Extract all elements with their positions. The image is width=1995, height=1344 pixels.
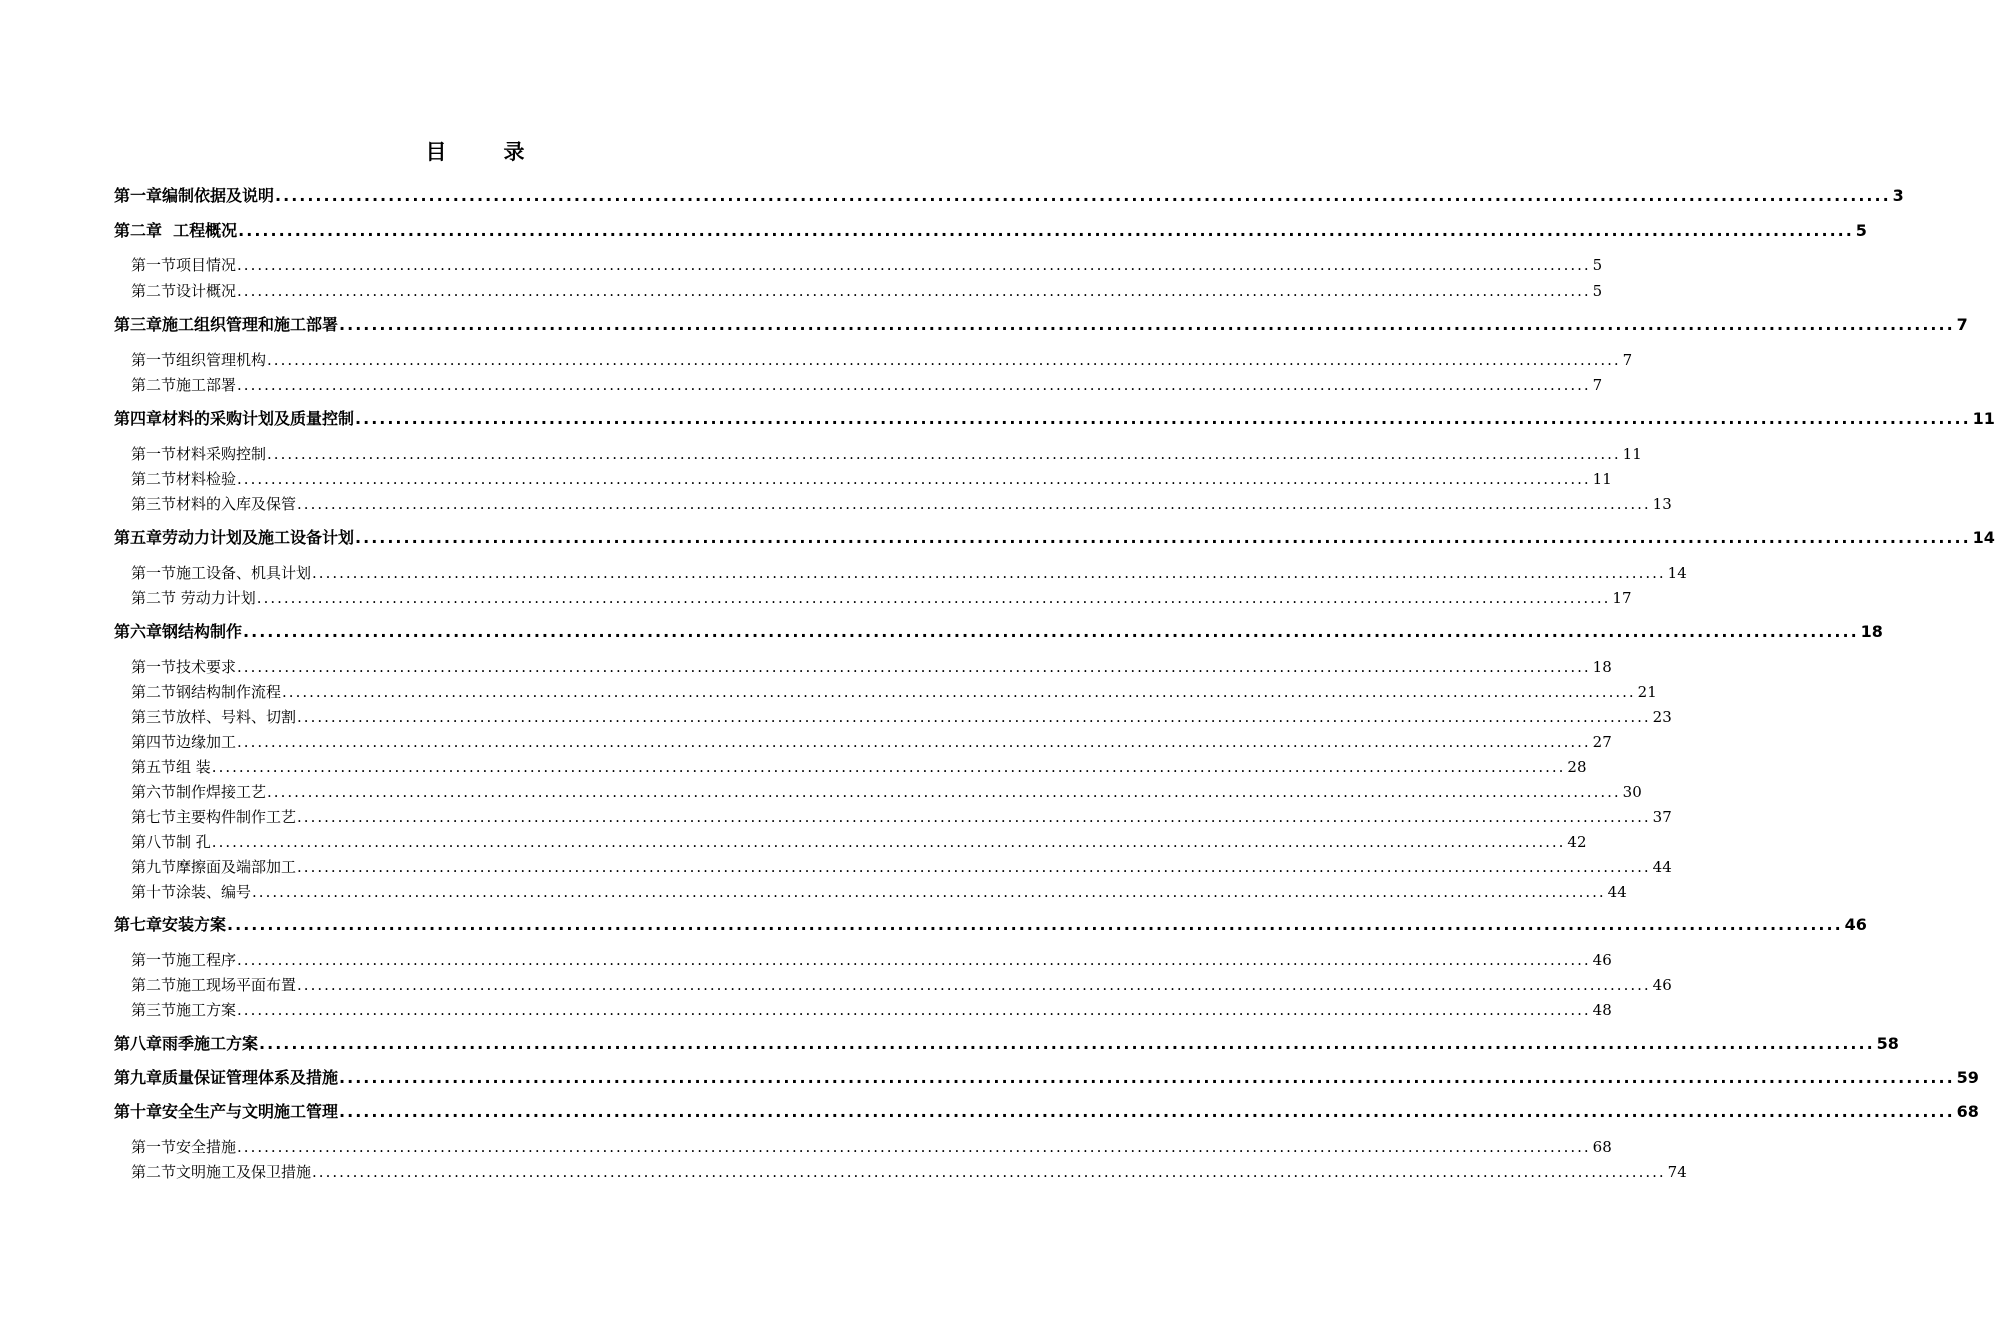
toc-section-entry[interactable] bbox=[0, 562, 1687, 584]
entry-title: 组 装 bbox=[176, 758, 211, 776]
entry-title: 放样、号料、切割 bbox=[176, 708, 297, 726]
entry-page-number: 11 bbox=[1592, 470, 1612, 488]
entry-page-number: 14 bbox=[1667, 564, 1687, 582]
entry-number: 第二节 bbox=[131, 470, 177, 488]
toc-section-entry[interactable] bbox=[0, 493, 1672, 515]
entry-page-number: 42 bbox=[1567, 833, 1587, 851]
entry-title: 施工部署 bbox=[176, 376, 237, 394]
toc-section-entry[interactable] bbox=[0, 587, 1632, 609]
dot-leader: ........................................................................................................................................................................................................ bbox=[238, 221, 1854, 240]
dot-leader: ........................................................................................................................................................................................................ bbox=[297, 858, 1651, 876]
entry-title: 材料的入库及保管 bbox=[176, 495, 297, 513]
dot-leader: ........................................................................................................................................................................................................ bbox=[312, 564, 1666, 582]
entry-title: 雨季施工方案 bbox=[162, 1034, 259, 1053]
entry-title: 技术要求 bbox=[176, 658, 237, 676]
entry-page-number: 58 bbox=[1876, 1034, 1899, 1053]
entry-number: 第二节 bbox=[131, 282, 177, 300]
toc-chapter-entry[interactable] bbox=[0, 408, 1995, 430]
entry-page-number: 11 bbox=[1622, 445, 1642, 463]
dot-leader: ........................................................................................................................................................................................................ bbox=[282, 683, 1636, 701]
toc-section-entry[interactable] bbox=[0, 831, 1587, 853]
entry-number: 第二章 bbox=[114, 221, 163, 240]
entry-number: 第三节 bbox=[131, 1001, 177, 1019]
dot-leader: ........................................................................................................................................................................................................ bbox=[227, 915, 1843, 934]
entry-page-number: 3 bbox=[1892, 186, 1904, 205]
toc-chapter-entry[interactable] bbox=[0, 1067, 1979, 1089]
entry-title: 施工现场平面布置 bbox=[176, 976, 297, 994]
entry-number: 第一节 bbox=[131, 951, 177, 969]
dot-leader: ........................................................................................................................................................................................................ bbox=[211, 833, 1566, 851]
entry-number: 第十章 bbox=[114, 1102, 163, 1121]
entry-page-number: 44 bbox=[1607, 883, 1627, 901]
dot-leader: ........................................................................................................................................................................................................ bbox=[339, 1068, 1955, 1087]
entry-title: 安全措施 bbox=[176, 1138, 237, 1156]
entry-page-number: 68 bbox=[1592, 1138, 1612, 1156]
toc-section-entry[interactable] bbox=[0, 756, 1587, 778]
dot-leader: ........................................................................................................................................................................................................ bbox=[256, 589, 1611, 607]
dot-leader: ........................................................................................................................................................................................................ bbox=[355, 409, 1971, 428]
entry-number: 第二节 bbox=[131, 683, 177, 701]
toc-chapter-entry[interactable] bbox=[0, 914, 1867, 936]
toc-section-entry[interactable] bbox=[0, 731, 1612, 753]
entry-number: 第二节 bbox=[131, 976, 177, 994]
entry-title: 安全生产与文明施工管理 bbox=[162, 1102, 339, 1121]
entry-number: 第九节 bbox=[131, 858, 177, 876]
toc-section-entry[interactable] bbox=[0, 280, 1603, 302]
dot-leader: ........................................................................................................................................................................................................ bbox=[312, 1163, 1666, 1181]
entry-title: 摩擦面及端部加工 bbox=[176, 858, 297, 876]
toc-section-entry[interactable] bbox=[0, 856, 1672, 878]
toc-chapter-entry[interactable] bbox=[0, 1101, 1979, 1123]
toc-title: 目 录 bbox=[425, 140, 543, 164]
entry-number: 第七节 bbox=[131, 808, 177, 826]
toc-chapter-entry[interactable] bbox=[0, 220, 1867, 242]
dot-leader: ........................................................................................................................................................................................................ bbox=[297, 808, 1651, 826]
entry-number: 第一节 bbox=[131, 658, 177, 676]
toc-chapter-entry[interactable] bbox=[0, 621, 1883, 643]
dot-leader: ........................................................................................................................................................................................................ bbox=[237, 733, 1591, 751]
entry-page-number: 5 bbox=[1592, 256, 1603, 274]
entry-page-number: 14 bbox=[1972, 528, 1995, 547]
entry-number: 第八节 bbox=[131, 833, 177, 851]
toc-chapter-entry[interactable] bbox=[0, 1033, 1899, 1055]
dot-leader: ........................................................................................................................................................................................................ bbox=[267, 445, 1621, 463]
entry-number: 第六章 bbox=[114, 622, 163, 641]
entry-page-number: 11 bbox=[1972, 409, 1995, 428]
entry-number: 第四节 bbox=[131, 733, 177, 751]
entry-title: 施工设备、机具计划 bbox=[176, 564, 312, 582]
entry-title: 劳动力计划 bbox=[176, 589, 256, 607]
toc-chapter-entry[interactable] bbox=[0, 314, 1968, 336]
entry-number: 第二节 bbox=[131, 376, 177, 394]
entry-number: 第一节 bbox=[131, 445, 177, 463]
entry-number: 第一章 bbox=[114, 186, 163, 205]
entry-number: 第九章 bbox=[114, 1068, 163, 1087]
entry-title: 组织管理机构 bbox=[176, 351, 267, 369]
dot-leader: ........................................................................................................................................................................................................ bbox=[237, 1138, 1591, 1156]
entry-page-number: 17 bbox=[1612, 589, 1632, 607]
entry-title: 质量保证管理体系及措施 bbox=[162, 1068, 339, 1087]
entry-title: 边缘加工 bbox=[176, 733, 237, 751]
entry-title: 文明施工及保卫措施 bbox=[176, 1163, 312, 1181]
entry-title: 涂装、编号 bbox=[176, 883, 252, 901]
dot-leader: ........................................................................................................................................................................................................ bbox=[243, 622, 1859, 641]
entry-number: 第十节 bbox=[131, 883, 177, 901]
entry-page-number: 46 bbox=[1652, 976, 1672, 994]
toc-section-entry[interactable] bbox=[0, 656, 1612, 678]
entry-page-number: 18 bbox=[1860, 622, 1883, 641]
entry-title: 劳动力计划及施工设备计划 bbox=[162, 528, 355, 547]
entry-page-number: 7 bbox=[1956, 315, 1968, 334]
entry-page-number: 48 bbox=[1592, 1001, 1612, 1019]
entry-number: 第一节 bbox=[131, 1138, 177, 1156]
dot-leader: ........................................................................................................................................................................................................ bbox=[237, 951, 1591, 969]
entry-title: 工程概况 bbox=[162, 221, 238, 240]
entry-number: 第五章 bbox=[114, 528, 163, 547]
entry-page-number: 37 bbox=[1652, 808, 1672, 826]
entry-number: 第二节 bbox=[131, 1163, 177, 1181]
entry-page-number: 74 bbox=[1667, 1163, 1687, 1181]
dot-leader: ........................................................................................................................................................................................................ bbox=[259, 1034, 1875, 1053]
entry-title: 设计概况 bbox=[176, 282, 237, 300]
entry-number: 第五节 bbox=[131, 758, 177, 776]
dot-leader: ........................................................................................................................................................................................................ bbox=[252, 883, 1606, 901]
entry-page-number: 7 bbox=[1592, 376, 1603, 394]
dot-leader: ........................................................................................................................................................................................................ bbox=[267, 783, 1621, 801]
toc-section-entry[interactable] bbox=[0, 681, 1657, 703]
entry-title: 安装方案 bbox=[162, 915, 227, 934]
entry-page-number: 5 bbox=[1855, 221, 1867, 240]
toc-section-entry[interactable] bbox=[0, 349, 1633, 371]
dot-leader: ........................................................................................................................................................................................................ bbox=[211, 758, 1566, 776]
toc-section-entry[interactable] bbox=[0, 1161, 1687, 1183]
entry-title: 编制依据及说明 bbox=[162, 186, 275, 205]
toc-section-entry[interactable] bbox=[0, 881, 1627, 903]
dot-leader: ........................................................................................................................................................................................................ bbox=[275, 186, 1891, 205]
toc-section-entry[interactable] bbox=[0, 806, 1672, 828]
entry-page-number: 27 bbox=[1592, 733, 1612, 751]
entry-title: 施工方案 bbox=[176, 1001, 237, 1019]
entry-number: 第一节 bbox=[131, 256, 177, 274]
entry-page-number: 30 bbox=[1622, 783, 1642, 801]
entry-page-number: 46 bbox=[1844, 915, 1867, 934]
entry-number: 第三节 bbox=[131, 495, 177, 513]
entry-title: 钢结构制作 bbox=[162, 622, 243, 641]
entry-number: 第三章 bbox=[114, 315, 163, 334]
dot-leader: ........................................................................................................................................................................................................ bbox=[355, 528, 1971, 547]
entry-title: 材料的采购计划及质量控制 bbox=[162, 409, 355, 428]
entry-number: 第一节 bbox=[131, 351, 177, 369]
entry-title: 施工程序 bbox=[176, 951, 237, 969]
dot-leader: ........................................................................................................................................................................................................ bbox=[237, 256, 1591, 274]
entry-title: 制作焊接工艺 bbox=[176, 783, 267, 801]
entry-number: 第二节 bbox=[131, 589, 177, 607]
dot-leader: ........................................................................................................................................................................................................ bbox=[267, 351, 1621, 369]
entry-title: 材料检验 bbox=[176, 470, 237, 488]
toc-section-entry[interactable] bbox=[0, 949, 1612, 971]
entry-page-number: 68 bbox=[1956, 1102, 1979, 1121]
toc-section-entry[interactable] bbox=[0, 781, 1642, 803]
entry-page-number: 46 bbox=[1592, 951, 1612, 969]
entry-page-number: 13 bbox=[1652, 495, 1672, 513]
dot-leader: ........................................................................................................................................................................................................ bbox=[297, 708, 1651, 726]
toc-section-entry[interactable] bbox=[0, 468, 1612, 490]
entry-number: 第六节 bbox=[131, 783, 177, 801]
entry-page-number: 59 bbox=[1956, 1068, 1979, 1087]
dot-leader: ........................................................................................................................................................................................................ bbox=[339, 315, 1955, 334]
dot-leader: ........................................................................................................................................................................................................ bbox=[237, 376, 1591, 394]
entry-page-number: 28 bbox=[1567, 758, 1587, 776]
dot-leader: ........................................................................................................................................................................................................ bbox=[339, 1102, 1955, 1121]
dot-leader: ........................................................................................................................................................................................................ bbox=[297, 495, 1651, 513]
dot-leader: ........................................................................................................................................................................................................ bbox=[237, 1001, 1591, 1019]
dot-leader: ........................................................................................................................................................................................................ bbox=[237, 658, 1591, 676]
entry-title: 主要构件制作工艺 bbox=[176, 808, 297, 826]
entry-page-number: 23 bbox=[1652, 708, 1672, 726]
toc-section-entry[interactable] bbox=[0, 374, 1603, 396]
entry-number: 第八章 bbox=[114, 1034, 163, 1053]
toc-section-entry[interactable] bbox=[0, 706, 1672, 728]
entry-number: 第三节 bbox=[131, 708, 177, 726]
entry-number: 第四章 bbox=[114, 409, 163, 428]
entry-number: 第一节 bbox=[131, 564, 177, 582]
toc-section-entry[interactable] bbox=[0, 1136, 1612, 1158]
toc-section-entry[interactable] bbox=[0, 443, 1642, 465]
entry-title: 制 孔 bbox=[176, 833, 211, 851]
entry-page-number: 18 bbox=[1592, 658, 1612, 676]
entry-title: 项目情况 bbox=[176, 256, 237, 274]
entry-number: 第七章 bbox=[114, 915, 163, 934]
entry-page-number: 21 bbox=[1637, 683, 1657, 701]
entry-page-number: 44 bbox=[1652, 858, 1672, 876]
toc-section-entry[interactable] bbox=[0, 974, 1672, 996]
toc-chapter-entry[interactable] bbox=[0, 185, 1904, 207]
dot-leader: ........................................................................................................................................................................................................ bbox=[237, 282, 1591, 300]
entry-page-number: 5 bbox=[1592, 282, 1603, 300]
entry-title: 施工组织管理和施工部署 bbox=[162, 315, 339, 334]
dot-leader: ........................................................................................................................................................................................................ bbox=[237, 470, 1591, 488]
entry-page-number: 7 bbox=[1622, 351, 1633, 369]
toc-section-entry[interactable] bbox=[0, 999, 1612, 1021]
entry-title: 钢结构制作流程 bbox=[176, 683, 282, 701]
dot-leader: ........................................................................................................................................................................................................ bbox=[297, 976, 1651, 994]
toc-section-entry[interactable] bbox=[0, 254, 1603, 276]
toc-chapter-entry[interactable] bbox=[0, 527, 1995, 549]
entry-title: 材料采购控制 bbox=[176, 445, 267, 463]
